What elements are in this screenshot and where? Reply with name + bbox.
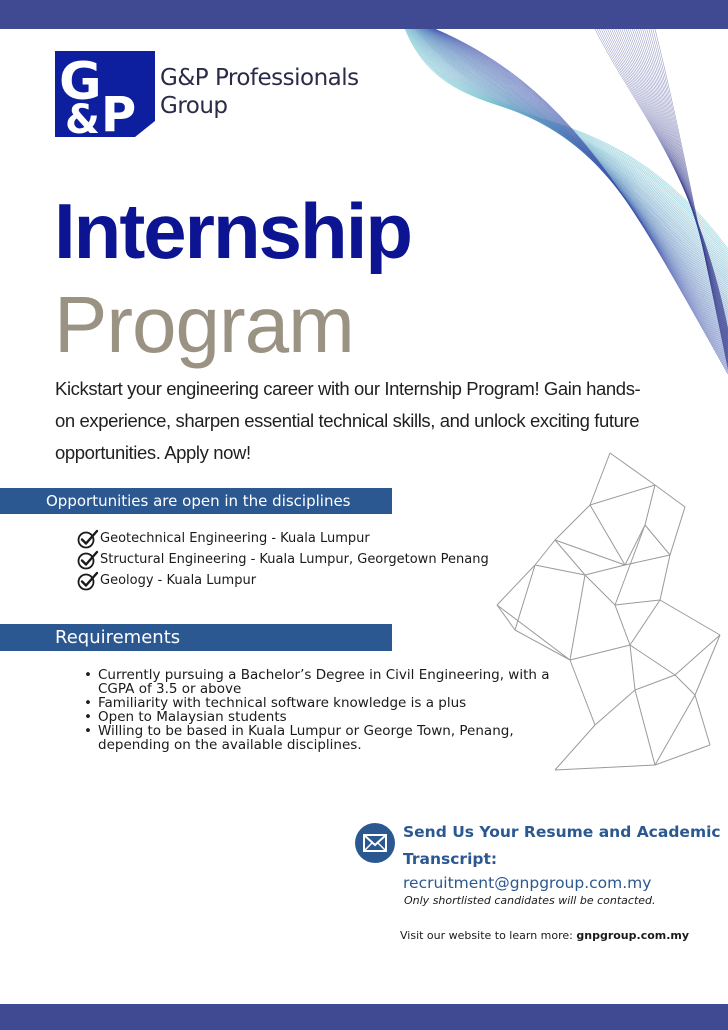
mesh-line (515, 630, 570, 660)
mesh-line (635, 675, 675, 690)
discipline-label: Geology - Kuala Lumpur (100, 573, 257, 588)
decorative-wave-lines (395, 29, 728, 374)
shortlist-note: Only shortlisted candidates will be contacted. (404, 894, 656, 907)
mesh-line (497, 605, 515, 630)
mesh-line (630, 600, 660, 645)
check-circle-icon (77, 571, 99, 591)
mesh-line (675, 675, 695, 695)
mesh-line (555, 505, 590, 540)
mesh-line (555, 765, 655, 770)
send-resume-heading: Send Us Your Resume and Academic Transcript: (403, 823, 721, 868)
mesh-line (655, 695, 695, 765)
bottom-frame-bar (0, 1004, 728, 1030)
mesh-line (570, 575, 585, 660)
website-link[interactable]: gnpgroup.com.my (576, 929, 690, 942)
mesh-line (695, 635, 720, 695)
gp-logo-mark (55, 51, 155, 137)
mesh-line (615, 600, 660, 605)
mesh-line (590, 505, 625, 565)
mesh-line (635, 690, 655, 765)
requirement-item: • Familiarity with technical software knowledge is a plus (84, 696, 584, 710)
mesh-line (655, 745, 710, 765)
discipline-item (77, 570, 489, 591)
company-name (160, 64, 359, 120)
mesh-line (615, 525, 645, 605)
mesh-line (535, 540, 555, 565)
mail-icon (355, 823, 395, 863)
website-line (400, 928, 689, 944)
mesh-line (585, 565, 625, 575)
mesh-line (630, 645, 675, 675)
mesh-line (655, 485, 685, 507)
requirement-item: • Willing to be based in Kuala Lumpur or George Town, Penang, depending on the available disciplines. (84, 724, 584, 752)
svg-text:G: G (59, 52, 94, 112)
title-internship: Internship (54, 187, 412, 275)
top-frame-bar (0, 0, 728, 29)
svg-text:P: P (101, 87, 137, 137)
mesh-line (675, 635, 720, 675)
mesh-line (595, 690, 635, 725)
check-circle-icon (77, 529, 99, 549)
mesh-line (645, 525, 670, 555)
mesh-line (570, 645, 630, 660)
mesh-line (645, 485, 655, 525)
title-program: Program (54, 280, 354, 369)
opportunities-heading: Opportunities are open in the disciplines (0, 488, 392, 514)
mesh-line (630, 645, 635, 690)
mesh-line (670, 507, 685, 555)
mesh-line (515, 565, 535, 630)
mesh-line (585, 575, 615, 605)
mesh-line (660, 555, 670, 600)
discipline-label: Structural Engineering - Kuala Lumpur, Georgetown Penang (100, 552, 489, 567)
wave-line (643, 29, 728, 361)
requirement-item: • Open to Malaysian students (84, 710, 584, 724)
discipline-label: Geotechnical Engineering - Kuala Lumpur (100, 531, 370, 546)
disciplines-list (77, 528, 489, 591)
svg-text:&: & (65, 97, 100, 137)
mesh-line (660, 600, 720, 635)
requirement-item: • Currently pursuing a Bachelor’s Degree in Civil Engineering, with a CGPA of 3.5 or above (84, 668, 584, 696)
requirements-list (84, 668, 584, 752)
intro-paragraph: Kickstart your engineering career with our Internship Program! Gain hands-on experience, sharpen essential technical skills, and unlock exciting future opportunities. Apply now! (55, 378, 641, 463)
mesh-line (615, 605, 630, 645)
mesh-line (590, 485, 655, 505)
mesh-line (497, 605, 570, 660)
check-circle-icon (77, 550, 99, 570)
discipline-item (77, 549, 489, 570)
company-name-line1: G&P Professionals (160, 65, 359, 91)
company-name-line2: Group (160, 93, 228, 119)
recruitment-email-link[interactable]: recruitment@gnpgroup.com.my (403, 874, 652, 892)
website-prefix: Visit our website to learn more: (400, 929, 577, 942)
discipline-item (77, 528, 489, 549)
mesh-line (625, 525, 645, 565)
mesh-line (695, 695, 710, 745)
requirements-heading: Requirements (0, 624, 392, 651)
